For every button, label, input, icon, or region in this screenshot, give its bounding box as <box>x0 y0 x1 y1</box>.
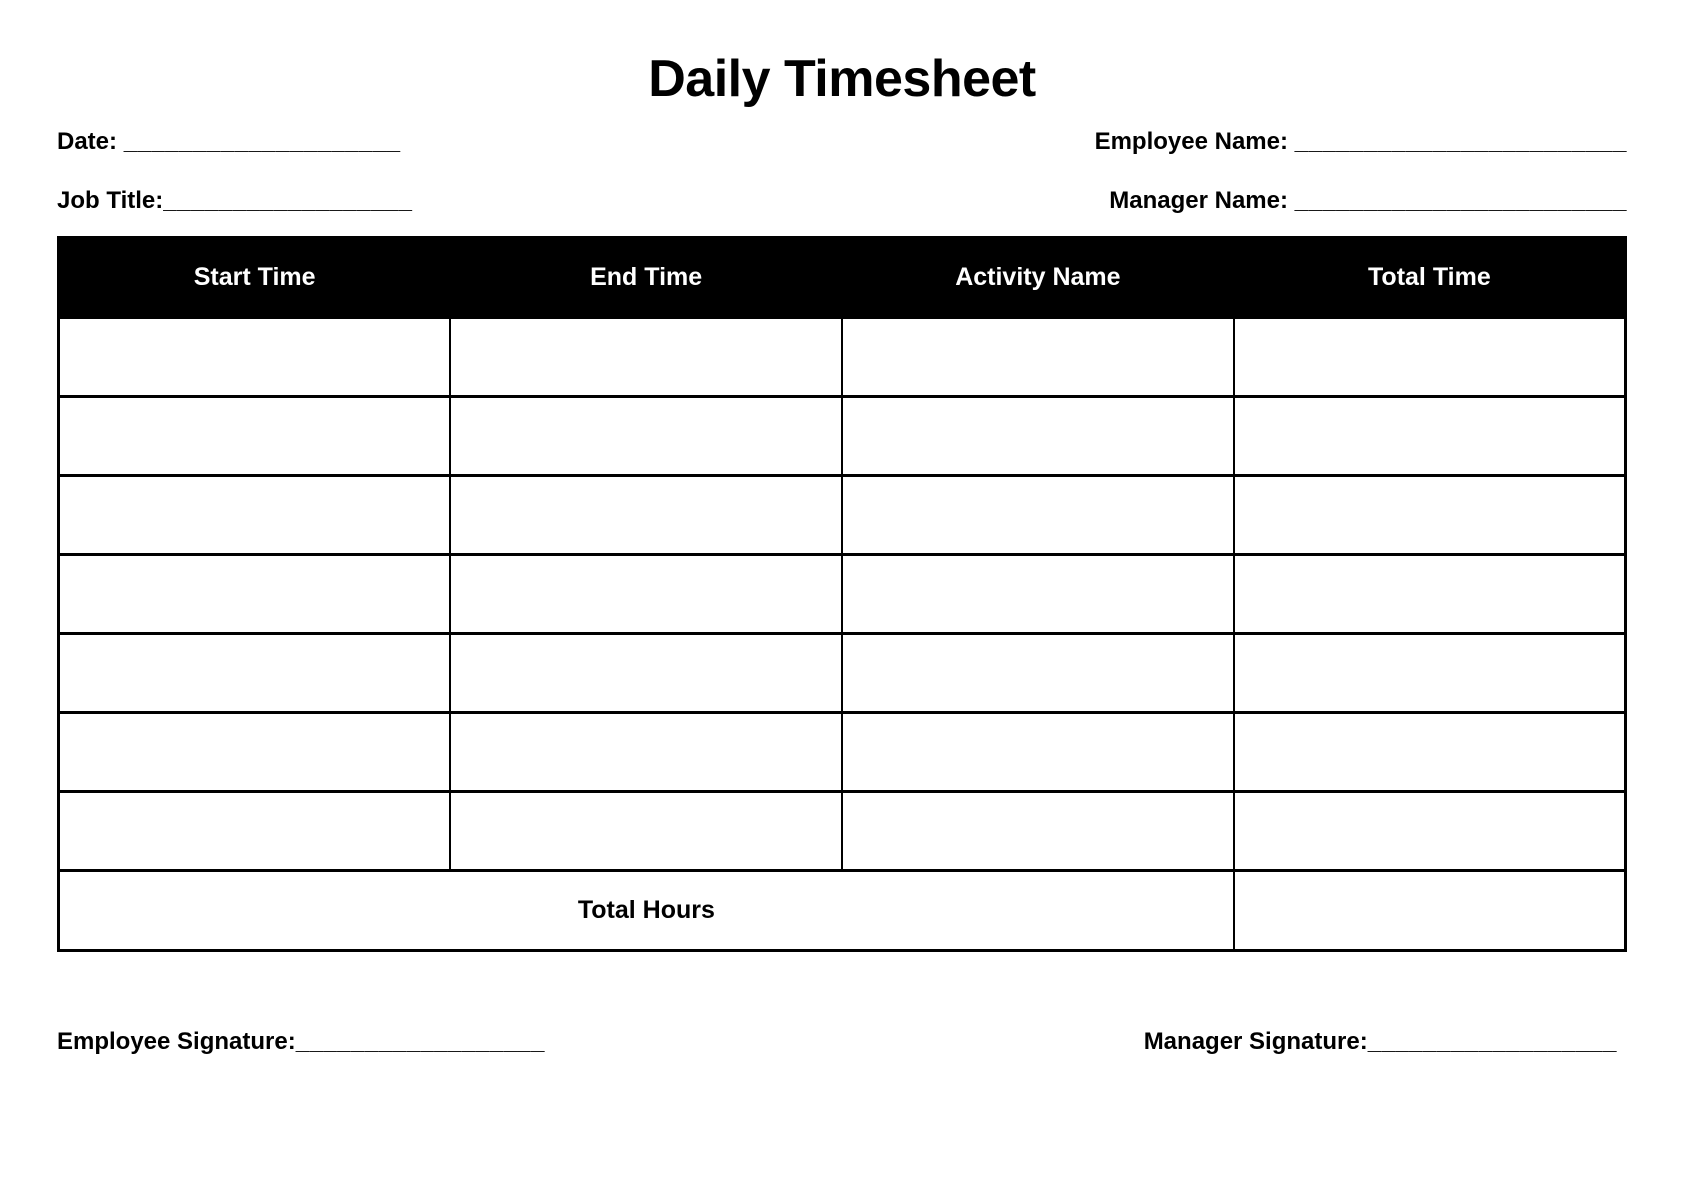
table-cell <box>59 791 451 870</box>
manager-name-label: Manager Name: <box>1109 187 1295 215</box>
meta-row-2 <box>57 187 1627 216</box>
table-cell <box>842 396 1234 475</box>
table-cell <box>842 791 1234 870</box>
total-hours-label: Total Hours <box>59 870 1234 950</box>
table-row <box>59 554 1626 633</box>
timesheet-body <box>59 317 1626 870</box>
manager-signature-field <box>1144 1028 1617 1057</box>
table-cell <box>842 554 1234 633</box>
job-title-blank-line: __________________ <box>163 187 413 215</box>
table-cell <box>842 317 1234 396</box>
employee-signature-blank-line: __________________ <box>295 1027 545 1055</box>
table-cell <box>59 317 451 396</box>
header-activity-name: Activity Name <box>842 237 1234 317</box>
table-cell <box>1234 554 1626 633</box>
job-title-label: Job Title: <box>57 187 164 215</box>
table-cell <box>450 317 842 396</box>
page-content <box>57 0 1627 1057</box>
table-cell <box>59 554 451 633</box>
total-hours-value <box>1234 870 1626 950</box>
table-cell <box>59 475 451 554</box>
table-cell <box>450 396 842 475</box>
table-cell <box>1234 396 1626 475</box>
table-cell <box>842 712 1234 791</box>
table-cell <box>450 475 842 554</box>
manager-name-blank-line: ________________________ <box>1294 187 1627 215</box>
header-row <box>59 237 1626 317</box>
table-row <box>59 712 1626 791</box>
table-cell <box>1234 791 1626 870</box>
table-cell <box>59 712 451 791</box>
job-title-field <box>57 187 413 216</box>
header-total-time: Total Time <box>1234 237 1626 317</box>
date-blank-line: ____________________ <box>123 128 401 156</box>
table-row <box>59 396 1626 475</box>
table-cell <box>1234 317 1626 396</box>
table-cell <box>59 633 451 712</box>
manager-signature-label: Manager Signature: <box>1143 1027 1368 1055</box>
date-label: Date: <box>57 128 124 156</box>
table-row <box>59 475 1626 554</box>
table-cell <box>1234 475 1626 554</box>
timesheet-footer <box>59 870 1626 950</box>
signature-row <box>57 1028 1627 1057</box>
employee-signature-field <box>57 1028 545 1057</box>
employee-signature-label: Employee Signature: <box>57 1027 296 1055</box>
header-start-time: Start Time <box>59 237 451 317</box>
table-cell <box>59 396 451 475</box>
table-cell <box>842 475 1234 554</box>
meta-row-1 <box>57 128 1627 157</box>
table-row <box>59 791 1626 870</box>
timesheet-header <box>59 237 1626 317</box>
page-title: Daily Timesheet <box>648 50 1036 108</box>
table-cell <box>842 633 1234 712</box>
employee-name-label: Employee Name: <box>1094 128 1295 156</box>
table-cell <box>1234 633 1626 712</box>
table-cell <box>450 712 842 791</box>
manager-signature-blank-line: __________________ <box>1367 1027 1617 1055</box>
employee-name-field <box>1095 128 1627 157</box>
table-row <box>59 317 1626 396</box>
timesheet-table <box>57 236 1627 952</box>
total-hours-row <box>59 870 1626 950</box>
table-row <box>59 633 1626 712</box>
header-end-time: End Time <box>450 237 842 317</box>
manager-name-field <box>1109 187 1627 216</box>
table-cell <box>450 633 842 712</box>
employee-name-blank-line: ________________________ <box>1294 128 1627 156</box>
date-field <box>57 128 401 157</box>
table-cell <box>1234 712 1626 791</box>
table-cell <box>450 791 842 870</box>
table-cell <box>450 554 842 633</box>
